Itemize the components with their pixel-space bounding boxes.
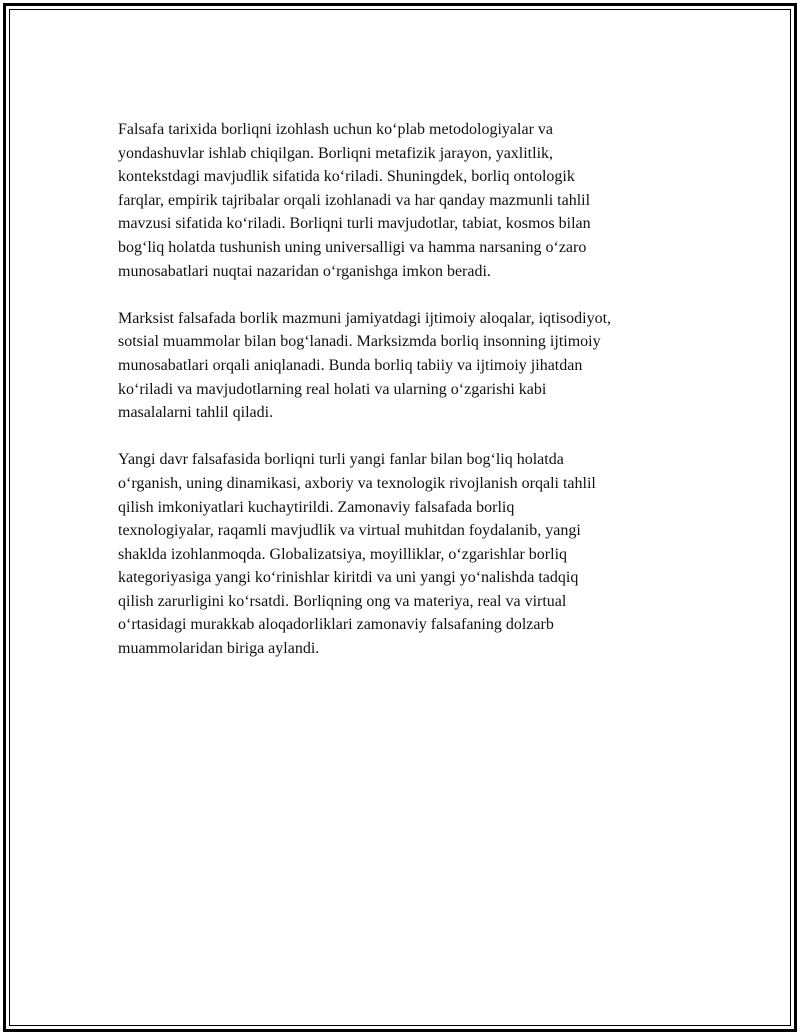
paragraph-1: Falsafa tarixida borliqni izohlash uchun koʻplab metodologiyalar va yondashuvlar ishlab chiqilgan. Borliqni metafizik jarayon, yaxlitlik, kontekstdagi mavjudlik sifatida koʻriladi. Shuningdek, borliq ontologik farqlar, empirik tajribalar orqali izohlanadi va har qanday mazmunli tahlil mavzusi sifatida koʻriladi. Borliqni turli mavjudotlar, tabiat, kosmos bilan bogʻliq holatda tushunish uning universalligi va hamma narsaning oʻzaro munosabatlari nuqtai nazaridan oʻrganishga imkon beradi.	[118, 121, 591, 280]
paragraph-2: Marksist falsafada borlik mazmuni jamiyatdagi ijtimoiy aloqalar, iqtisodiyot, sotsial muammolar bilan bogʻlanadi. Marksizmda borliq insonning ijtimoiy munosabatlari orqali aniqlanadi. Bunda borliq tabiiy va ijtimoiy jihatdan koʻriladi va mavjudotlarning real holati va ularning oʻzgarishi kabi masalalarni tahlil qiladi.	[118, 309, 612, 422]
document-body	[118, 118, 698, 684]
paragraph-3: Yangi davr falsafasida borliqni turli yangi fanlar bilan bogʻliq holatda oʻrganish, uning dinamikasi, axboriy va texnologik rivojlanish orqali tahlil qilish imkoniyatlari kuchaytirildi. Zamonaviy falsafada borliq texnologiyalar, raqamli mavjudlik va virtual muhitdan foydalanib, yangi shaklda izohlanmoqda. Globalizatsiya, moyilliklar, oʻzgarishlar borliq kategoriyasiga yangi koʻrinishlar kiritdi va uni yangi yoʻnalishda tadqiq qilish zarurligini koʻrsatdi. Borliqning ong va materiya, real va virtual oʻrtasidagi murakkab aloqadorliklari zamonaviy falsafaning dolzarb muammolaridan biriga aylandi.	[118, 451, 596, 658]
